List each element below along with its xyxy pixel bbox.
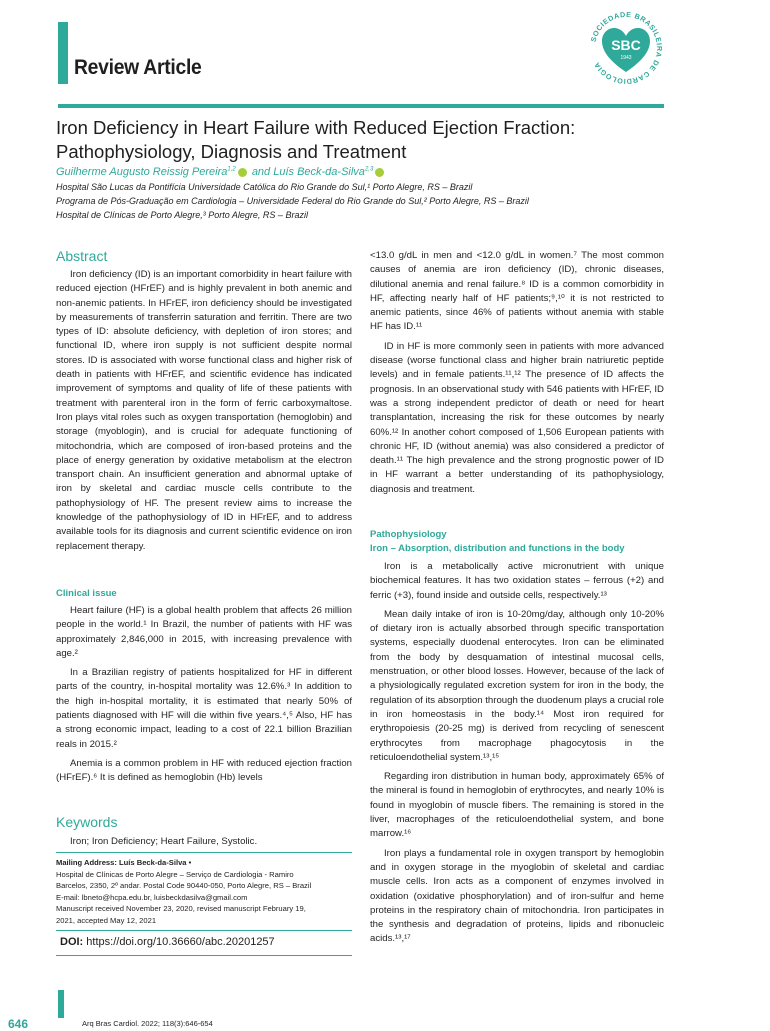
logo-year: 1943	[620, 55, 632, 61]
paragraph: In a Brazilian registry of patients hospitalized for HF in different parts of the country, in-hospital mortality was 12.6%.³ In addition to the high in-hospital mortality, it is estimated that nearly 50% of patients diagnosed with HF will die within five years.⁴,⁵ Also, HF has a strong economic impact, leading to a cost of 22.1 billion Brazilian reals in 2015.²	[56, 667, 352, 750]
logo-center-text: SBC	[611, 37, 641, 53]
paragraph: <13.0 g/dL in men and <12.0 g/dL in women.⁷ The most common causes of anemia are iron deficiency (ID), chronic diseases, dilutional anemia and renal failure.⁸ ID is a common comorbidity in HF, affecting nearly half of HF patients;⁹,¹⁰ it is not restricted to anemic patients, since 46% of patients without anemia with stable HF has ID.¹¹	[370, 250, 664, 333]
paragraph: Heart failure (HF) is a global health problem that affects 26 million people in the world.¹ In Brazil, the number of patients with HF was approximately 2,846,000 in 2015, with increasing prevalence with age.²	[56, 605, 352, 659]
correspondence-line: Hospital de Clínicas de Porto Alegre – Serviço de Cardiologia - Ramiro	[56, 869, 294, 879]
doi	[60, 936, 275, 948]
abstract-text: Iron deficiency (ID) is an important comorbidity in heart failure with reduced ejection (HFrEF) and is highly prevalent in both anemic and non-anemic patients. In HFrEF, iron deficiency should be investigated by measurements of transferrin saturation and ferritin. There are two types of ID: absolute deficiency, with depletion of iron stores; and functional ID, where iron supply is not sufficient despite normal stores. ID is associated with worse functional class and higher risk of death in patients with HFrEF, and scientific evidence has indicated improvement of symptoms and quality of life of these patients with treatment with parenteral iron in the form of ferric carboxymaltose. Iron plays vital roles such as oxygen transportation (hemoglobin) and storage (myoblogin), and is crucial for adequate functioning of mitochondria, which are composed of iron-based proteins and the place of energy generation by oxidative metabolism at the electron transport chain. An insufficient generation and abnormal uptake of iron by skeletal and cardiac muscle cells contribute to the pathophysiology of HF. The present review aims to increase the knowledge of the pathophysiology of ID in HFrEF, and to address available tools for its diagnosis and current scientific evidence on iron replacement therapy.	[56, 269, 352, 552]
orcid-icon[interactable]	[375, 168, 384, 177]
affiliation-1: Hospital São Lucas da Pontifícia Universidade Católica do Rio Grande do Sul,¹ Porto Alegre, RS – Brazil	[56, 182, 473, 192]
affiliation-2: Programa de Pós-Graduação em Cardiologia – Universidade Federal do Rio Grande do Sul,² Porto Alegre, RS – Brazil	[56, 196, 529, 206]
doi-link[interactable]: https://doi.org/10.36660/abc.20201257	[86, 936, 275, 948]
article-type-label: Review Article	[74, 56, 202, 79]
abstract-body	[56, 268, 352, 554]
header-accent-bar	[58, 22, 68, 84]
journal-citation: Arq Bras Cardiol. 2022; 118(3):646-654	[82, 1019, 213, 1028]
abstract-heading: Abstract	[56, 248, 108, 264]
article-title	[56, 116, 676, 164]
orcid-icon[interactable]	[238, 168, 247, 177]
footer-accent-bar	[58, 990, 64, 1018]
header-divider	[58, 104, 664, 108]
right-column-body	[370, 560, 664, 947]
correspondence-email[interactable]: E-mail: lbneto@hcpa.edu.br, luisbeckdasilva@gmail.com	[56, 892, 248, 902]
paragraph: ID in HF is more commonly seen in patients with more advanced disease (worse functional class and higher brain natriuretic peptide levels) and in female patients.¹¹,¹² The presence of ID affects the prognosis. In an observational study with 546 patients with HFrEF, ID was a strong independent predictor of death or need for heart transplantation, increasing the risk for these outcomes by nearly 60%.¹² In another cohort composed of 1,506 European patients with chronic HF, ID (without anemia) was also considered a predictor of death.¹¹ The high prevalence and the strong prognostic power of ID in HF warrant a better understanding of its pathophysiology, diagnosis and treatment.	[370, 340, 664, 495]
author-1[interactable]: Guilherme Augusto Reissig Pereira	[56, 166, 228, 178]
pathophysiology-heading: Pathophysiology	[370, 529, 447, 540]
right-column-intro	[370, 249, 664, 497]
heart-logo-icon	[586, 8, 666, 88]
doi-label: DOI:	[60, 936, 84, 948]
title-line-1: Iron Deficiency in Heart Failure with Reduced Ejection Fraction:	[56, 117, 576, 138]
clinical-issue-body	[56, 604, 352, 786]
keywords-text: Iron; Iron Deficiency; Heart Failure, Systolic.	[70, 836, 258, 847]
correspondence-line: 2021, accepted May 12, 2021	[56, 915, 157, 925]
authors	[56, 166, 386, 178]
keywords-heading: Keywords	[56, 814, 118, 830]
title-line-2: Pathophysiology, Diagnosis and Treatment	[56, 141, 407, 162]
paragraph: Mean daily intake of iron is 10-20mg/day, although only 10-20% of dietary iron is actually absorbed through specific transportation systems, especially duodenal enterocytes. Iron can be eliminated from the body by desquamation of intestinal mucosal cells, menstruation, or other blood losses. However, because of the lack of a physiologically regulated excretion system for iron in the body, the regulation of its absorption through the duodenum plays a crucial role in iron homeostasis in the body.¹⁴ Most iron required for erythropoiesis (20-25 mg) is derived from recycling of senescent erythrocytes from macrophage phagocytosis in the reticuloendothelial system.¹³,¹⁵	[370, 608, 664, 763]
correspondence-line: Barcelos, 2350, 2º andar. Postal Code 90440-050, Porto Alegre, RS – Brazil	[56, 881, 312, 890]
page-number: 646	[8, 1017, 29, 1031]
logo-ring-text: SOCIEDADE BRASILEIRA DE CARDIOLOGIA	[588, 9, 665, 87]
correspondence-divider	[56, 852, 352, 853]
correspondence-line: Manuscript received November 23, 2020, revised manuscript February 19,	[56, 904, 306, 913]
author-2-affiliation: 2,3	[364, 166, 374, 173]
affiliation-3: Hospital de Clínicas de Porto Alegre,³ Porto Alegre, RS – Brazil	[56, 210, 308, 220]
mailing-address-label: Mailing Address: Luís Beck-da-Silva •	[56, 858, 192, 867]
paragraph: Anemia is a common problem in HF with reduced ejection fraction (HFrEF).⁶ It is defined as hemoglobin (Hb) levels	[56, 757, 352, 784]
correspondence	[56, 857, 356, 926]
clinical-issue-heading: Clinical issue	[56, 588, 117, 599]
author-1-affiliation: 1,2	[227, 166, 236, 173]
author-2[interactable]: and Luís Beck-da-Silva	[251, 166, 365, 178]
paragraph: Iron is a metabolically active micronutrient with unique biochemical features. It has two oxidation states – ferrous (+2) and ferric (+3), found inside and outside cells, respectively.¹³	[370, 561, 664, 601]
iron-subsection-heading: Iron – Absorption, distribution and functions in the body	[370, 543, 625, 554]
paragraph: Iron plays a fundamental role in oxygen transport by hemoglobin and in oxygen storage in the myoglobin of skeletal and cardiac muscle cells. Iron acts as a component of enzymes involved in oxidation (oxidative phosphorylation) and of iron-sulfur and heme proteins in the respiratory chain of mitochondria. Iron participates in the synthesis and degradation of proteins, lipids and ribonucleic acids.¹³,¹⁷	[370, 847, 664, 945]
paragraph: Regarding iron distribution in human body, approximately 65% of the mineral is found in hemoglobin of erythrocytes, and nearly 10% is found in myoglobin of muscle fibers. The remaining is stored in the liver, macrophages of the reticuloendothelial system, and bone marrow.¹⁶	[370, 771, 664, 840]
